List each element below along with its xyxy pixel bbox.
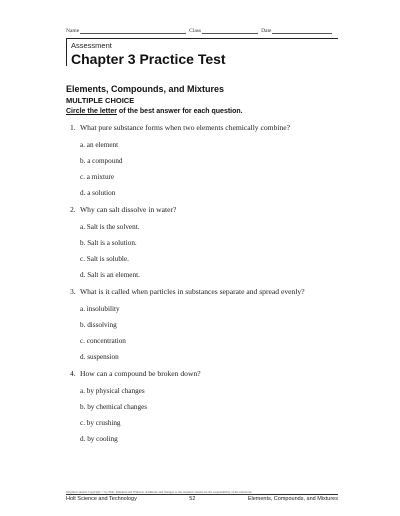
instruction-rest: of the best answer for each question. — [116, 108, 243, 115]
page-title: Chapter 3 Practice Test — [71, 51, 226, 67]
instruction-underlined: Circle the letter — [66, 108, 117, 115]
question-list — [70, 123, 350, 451]
footer-page-number: 52 — [189, 496, 196, 502]
question-text — [70, 287, 350, 297]
answer-option[interactable]: b. by chemical changes — [80, 403, 148, 411]
answer-options — [70, 386, 350, 444]
answer-option[interactable]: c. concentration — [80, 337, 126, 345]
title-block — [66, 38, 338, 66]
class-blank — [202, 28, 258, 34]
question-stem: What is it called when particles in substances separate and spread evenly? — [80, 287, 305, 296]
answer-options — [70, 304, 350, 362]
question-1 — [70, 123, 350, 198]
question-number: 4. — [70, 369, 76, 378]
question-stem: How can a compound be broken down? — [80, 369, 201, 378]
answer-option[interactable]: b. a compound — [80, 157, 123, 165]
answer-option[interactable]: a. by physical changes — [80, 387, 145, 395]
question-text — [70, 123, 350, 133]
answer-option[interactable]: d. by cooling — [80, 435, 118, 443]
answer-option[interactable]: c. by crushing — [80, 419, 121, 427]
section-title: Elements, Compounds, and Mixtures — [66, 84, 225, 94]
question-number: 2. — [70, 205, 76, 214]
answer-option[interactable]: a. an element — [80, 141, 119, 149]
answer-option[interactable]: a. Salt is the solvent. — [80, 223, 140, 231]
answer-option[interactable]: d. a solution — [80, 189, 116, 197]
footer-chapter: Elements, Compounds, and Mixtures — [247, 496, 338, 502]
name-class-date-line — [66, 28, 336, 34]
question-number: 1. — [70, 123, 76, 132]
copyright-notice: Original content Copyright © by Holt, Rinehart and Winston. Additions and changes to the original content are the responsibility of the instructor. — [66, 490, 253, 494]
question-stem: What pure substance forms when two elements chemically combine? — [80, 123, 291, 132]
question-3 — [70, 287, 350, 362]
answer-option[interactable]: b. dissolving — [80, 321, 117, 329]
class-label: Class — [189, 28, 202, 34]
answer-option[interactable]: c. a mixture — [80, 173, 115, 181]
answer-option[interactable]: b. Salt is a solution. — [80, 239, 137, 247]
question-text — [70, 369, 350, 379]
name-label: Name — [66, 28, 80, 34]
answer-option[interactable]: c. Salt is soluble. — [80, 255, 129, 263]
question-4 — [70, 369, 350, 444]
date-blank — [272, 28, 332, 34]
page-footer — [66, 494, 338, 502]
date-label: Date — [261, 28, 272, 34]
assessment-label: Assessment — [71, 41, 112, 50]
answer-option[interactable]: d. Salt is an element. — [80, 271, 140, 279]
question-text — [70, 205, 350, 215]
answer-options — [70, 140, 350, 198]
answer-option[interactable]: d. suspension — [80, 353, 119, 361]
answer-option[interactable]: a. insolubility — [80, 305, 120, 313]
question-stem: Why can salt dissolve in water? — [80, 205, 177, 214]
footer-publisher: Holt Science and Technology — [66, 496, 137, 502]
question-2 — [70, 205, 350, 280]
instruction — [66, 108, 243, 115]
name-blank — [80, 28, 186, 34]
question-number: 3. — [70, 287, 76, 296]
answer-options — [70, 222, 350, 280]
section-subtitle: MULTIPLE CHOICE — [66, 96, 135, 105]
